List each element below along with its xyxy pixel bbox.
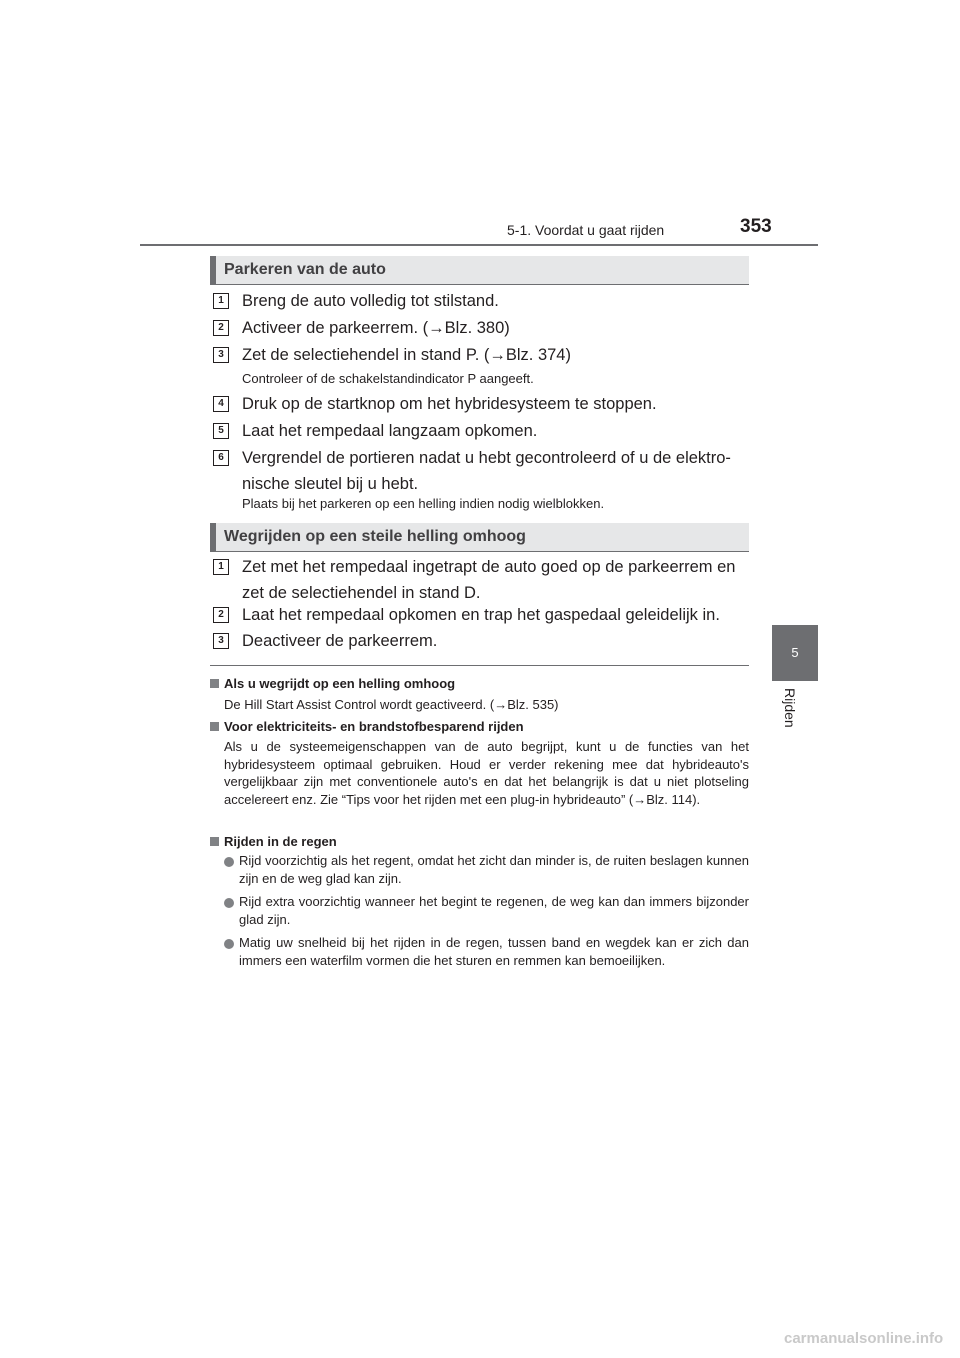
step-number-badge: 3 [213,633,229,649]
step-number-badge: 5 [213,423,229,439]
section-heading-wegrijden [210,523,749,552]
step-number-badge: 3 [213,347,229,363]
step-text: Druk op de startknop om het hybridesysteem te stoppen. [242,395,657,413]
running-header-section: 5-1. Voordat u gaat rijden [507,222,665,238]
note-bullet: Rijd extra voorzichtig wanneer het begint te regenen, de weg kan dan immers bijzonder glad zijn. [239,894,749,927]
step-text: Zet de selectiehendel in stand P. (→Blz. 374) [242,346,571,364]
round-bullet-icon [224,857,234,867]
step-text: Breng de auto volledig tot stilstand. [242,292,499,310]
step-number-badge: 4 [213,396,229,412]
chapter-number: 5 [791,645,799,660]
chapter-label: Rijden [782,688,798,728]
square-bullet-icon [210,679,219,688]
note-heading: Als u wegrijdt op een helling omhoog [224,676,456,691]
step-text: Vergrendel de portieren nadat u hebt gecontroleerd of u de elektro-nische sleutel bij u hebt. [242,449,731,493]
watermark: carmanualsonline.info [784,1330,944,1347]
step-text: Deactiveer de parkeerrem. [242,632,438,650]
step-text: Laat het rempedaal langzaam opkomen. [242,422,538,440]
step-note: Plaats bij het parkeren op een helling indien nodig wielblokken. [242,496,605,511]
page-number: 353 [740,216,772,237]
step-note: Controleer of de schakelstandindicator P aangeeft. [242,371,534,386]
step-number-badge: 1 [213,559,229,575]
note-heading: Voor elektriciteits- en brandstofbesparend rijden [224,719,524,734]
note-body: De Hill Start Assist Control wordt geactiveerd. (→Blz. 535) [224,697,559,712]
step-number-badge: 2 [213,320,229,336]
step-number-badge: 1 [213,293,229,309]
step-number-badge: 2 [213,607,229,623]
section-title: Parkeren van de auto [224,261,386,278]
notes-divider [210,665,749,666]
note-bullet: Matig uw snelheid bij het rijden in de regen, tussen band en wegdek kan er zich dan immers een waterfilm vormen die het sturen en remmen kan bemoeilijken. [239,935,749,968]
note-body: Als u de systeemeigenschappen van de auto begrijpt, kunt u de functies van het hybridesysteem optimaal gebruiken. Houd er verder rekening mee dat hybrideauto's vergelijkbaar zijn met conventionele auto's en dat het belangrijk is dat u niet plotseling accelereert enz. Zie “Tips voor het rijden met een plug-in hybrideauto” (→Blz. 114). [224,739,749,807]
square-bullet-icon [210,837,219,846]
round-bullet-icon [224,939,234,949]
step-text: Zet met het rempedaal ingetrapt de auto goed op de parkeerrem en zet de selectiehendel in stand D. [242,558,736,602]
section-heading-parkeren [210,256,749,285]
chapter-tab [772,625,818,681]
note-heading: Rijden in de regen [224,834,337,849]
header-rule [140,244,818,246]
step-number-badge: 6 [213,450,229,466]
note-bullet: Rijd voorzichtig als het regent, omdat het zicht dan minder is, de ruiten beslagen kunnen zijn en de weg glad kan zijn. [239,853,749,886]
round-bullet-icon [224,898,234,908]
step-text: Activeer de parkeerrem. (→Blz. 380) [242,319,510,337]
step-text: Laat het rempedaal opkomen en trap het gaspedaal geleidelijk in. [242,606,720,624]
section-title: Wegrijden op een steile helling omhoog [224,528,526,545]
square-bullet-icon [210,722,219,731]
